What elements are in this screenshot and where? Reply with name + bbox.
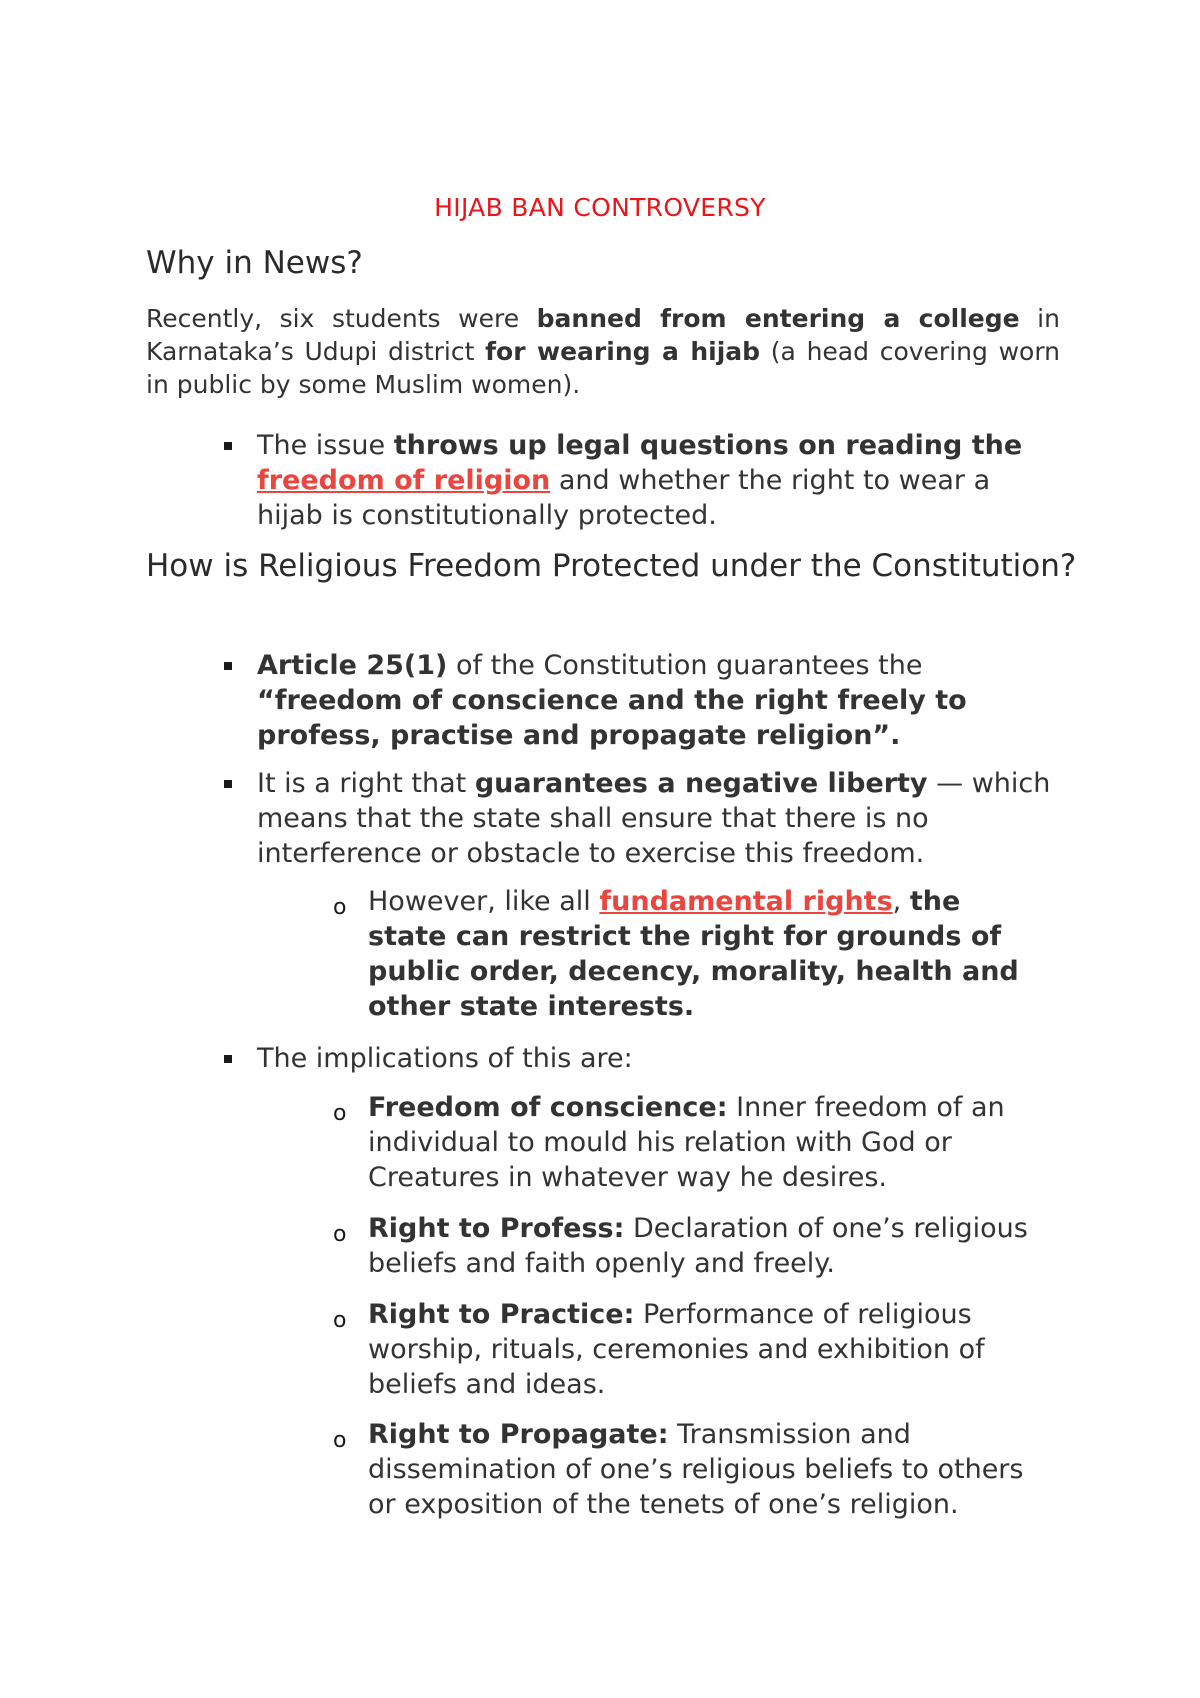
circle-bullet-icon: o (333, 1308, 347, 1333)
square-bullet-icon (224, 662, 232, 670)
freedom-of-religion-link[interactable]: freedom of religion (257, 465, 551, 496)
square-bullet-icon (224, 780, 232, 788)
implication-right-to-practice: Right to Practice: Performance of religious worship, rituals, ceremonies and exhibition of beliefs and ideas. (368, 1299, 985, 1400)
implication-right-to-profess: Right to Profess: Declaration of one’s religious beliefs and faith openly and freely. (368, 1213, 1028, 1279)
circle-bullet-icon: o (333, 1428, 347, 1453)
sub-bullet-however: However, like all fundamental rights, the state can restrict the right for grounds of public order, decency, morality, health and other state interests. (368, 886, 1019, 1022)
square-bullet-icon (224, 442, 232, 450)
bullet-issue: The issue throws up legal questions on reading the freedom of religion and whether the right to wear a hijab is constitutionally protected. (257, 430, 1023, 531)
section-heading-why-in-news: Why in News? (146, 245, 363, 281)
fundamental-rights-link[interactable]: fundamental rights (599, 886, 893, 917)
implication-freedom-of-conscience: Freedom of conscience: Inner freedom of an individual to mould his relation with God or Creatures in whatever way he desires. (368, 1092, 1005, 1193)
section-heading-religious-freedom: How is Religious Freedom Protected under the Constitution? (146, 548, 1077, 584)
implication-right-to-propagate: Right to Propagate: Transmission and dissemination of one’s religious beliefs to others or exposition of the tenets of one’s religion. (368, 1419, 1024, 1520)
circle-bullet-icon: o (333, 1222, 347, 1247)
bullet-implications: The implications of this are: (257, 1043, 633, 1074)
square-bullet-icon (224, 1055, 232, 1063)
bullet-negative-liberty: It is a right that guarantees a negative liberty — which means that the state shall ensure that there is no interference or obstacle to exercise this freedom. (257, 768, 1051, 869)
circle-bullet-icon: o (333, 895, 347, 920)
document-title: HIJAB BAN CONTROVERSY (434, 193, 766, 222)
circle-bullet-icon: o (333, 1101, 347, 1126)
bullet-article-25: Article 25(1) of the Constitution guarantees the “freedom of conscience and the right freely to profess, practise and propagate religion”. (257, 650, 967, 751)
intro-paragraph: Recently, six students were banned from entering a college in Karnataka’s Udupi district for wearing a hijab (a head covering worn in public by some Muslim women). (146, 304, 1061, 399)
